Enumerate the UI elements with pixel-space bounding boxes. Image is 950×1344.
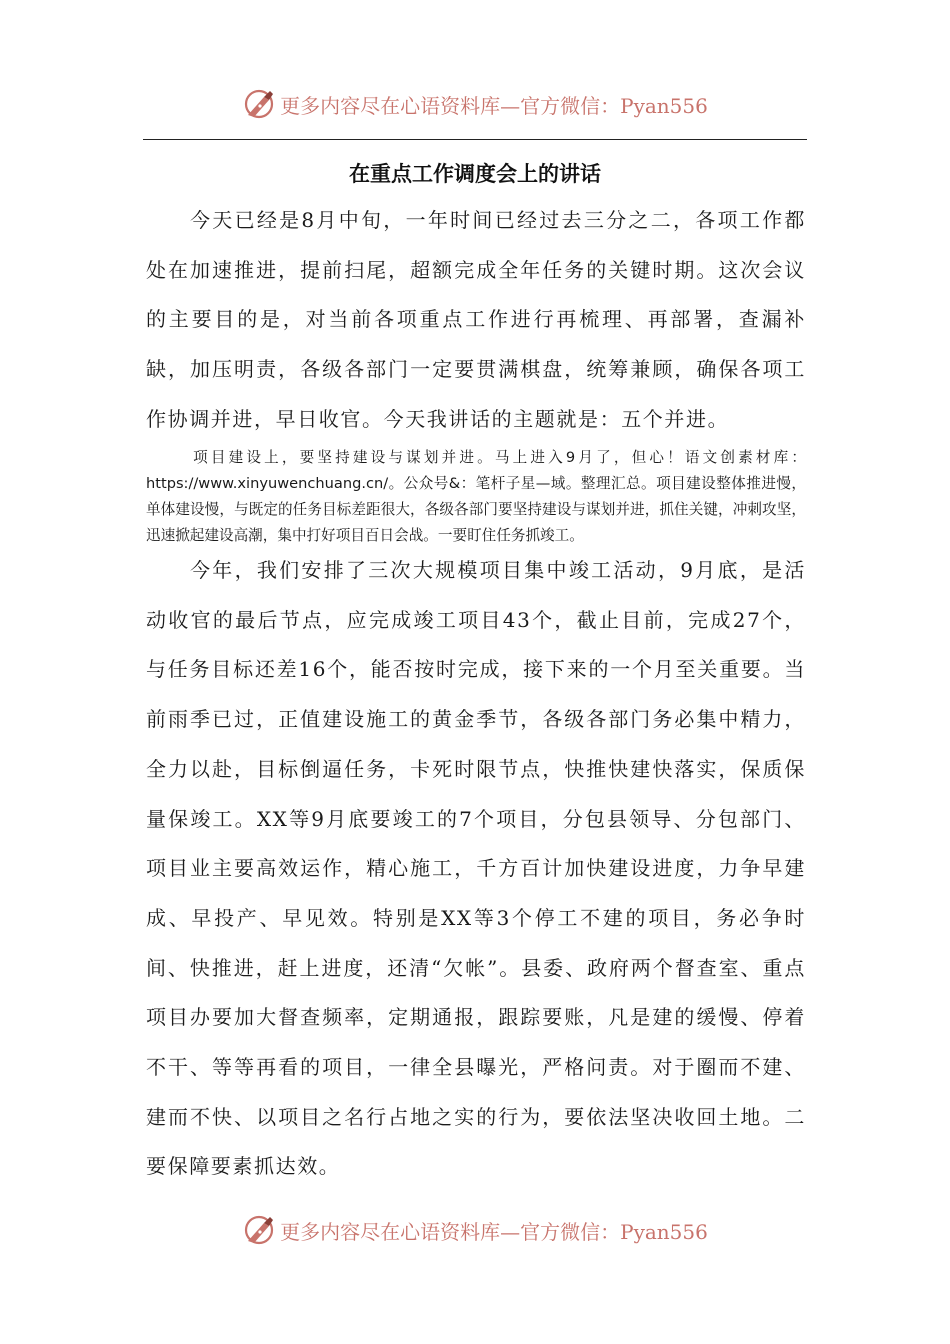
watermark-text: 更多内容尽在心语资料库—官方微信：Pyan556	[280, 93, 708, 118]
document-title: 在重点工作调度会上的讲话	[349, 162, 601, 186]
header-watermark	[0, 84, 950, 124]
paragraph-project-note-text: 项目建设上，要坚持建设与谋划并进。马上进入9月了，但心！语文创素材库：https://www.xinyuwenchuang.cn/。公众号&：笔杆子星—域。整理汇总。项目建设整体推进慢，单体建设慢，与既定的任务目标差距很大，各级各部门要坚持建设与谋划并进，抓住关键，冲刺攻坚，迅速掀起建设高潮，集中打好项目百日会战。一要盯住任务抓竣工。	[146, 449, 806, 544]
pen-nib-logo-icon	[242, 1213, 276, 1247]
header-divider	[143, 139, 807, 140]
watermark-text: 更多内容尽在心语资料库—官方微信：Pyan556	[280, 1219, 708, 1244]
paragraph-project-note	[146, 445, 806, 549]
footer-watermark	[0, 1210, 950, 1250]
paragraph-completion: 今年，我们安排了三次大规模项目集中竣工活动，9月底，是活动收官的最后节点，应完成竣工项目43个，截止目前，完成27个，与任务目标还差16个，能否按时完成，接下来的一个月至关重要。当前雨季已过，正值建设施工的黄金季节，各级各部门务必集中精力，全力以赴，目标倒逼任务，卡死时限节点，快推快建快落实，保质保量保竣工。XX等9月底要竣工的7个项目，分包县领导、分包部门、项目业主要高效运作，精心施工，千方百计加快建设进度，力争早建成、早投产、早见效。特别是XX等3个停工不建的项目，务必争时间、快推进，赶上进度，还清“欠帐”。县委、政府两个督查室、重点项目办要加大督查频率，定期通报，跟踪要账，凡是建的缓慢、停着不干、等等再看的项目，一律全县曝光，严格问责。对于圈而不建、建而不快、以项目之名行占地之实的行为，要依法坚决收回土地。二要保障要素抓达效。	[146, 558, 806, 1179]
paragraph-intro: 今天已经是8月中旬，一年时间已经过去三分之二，各项工作都处在加速推进，提前扫尾，超额完成全年任务的关键时期。这次会议的主要目的是，对当前各项重点工作进行再梳理、再部署，查漏补缺，加压明责，各级各部门一定要贯满棋盘，统筹兼顾，确保各项工作协调并进，早日收官。今天我讲话的主题就是：五个并进。	[146, 208, 806, 431]
pen-nib-logo-icon	[242, 87, 276, 121]
